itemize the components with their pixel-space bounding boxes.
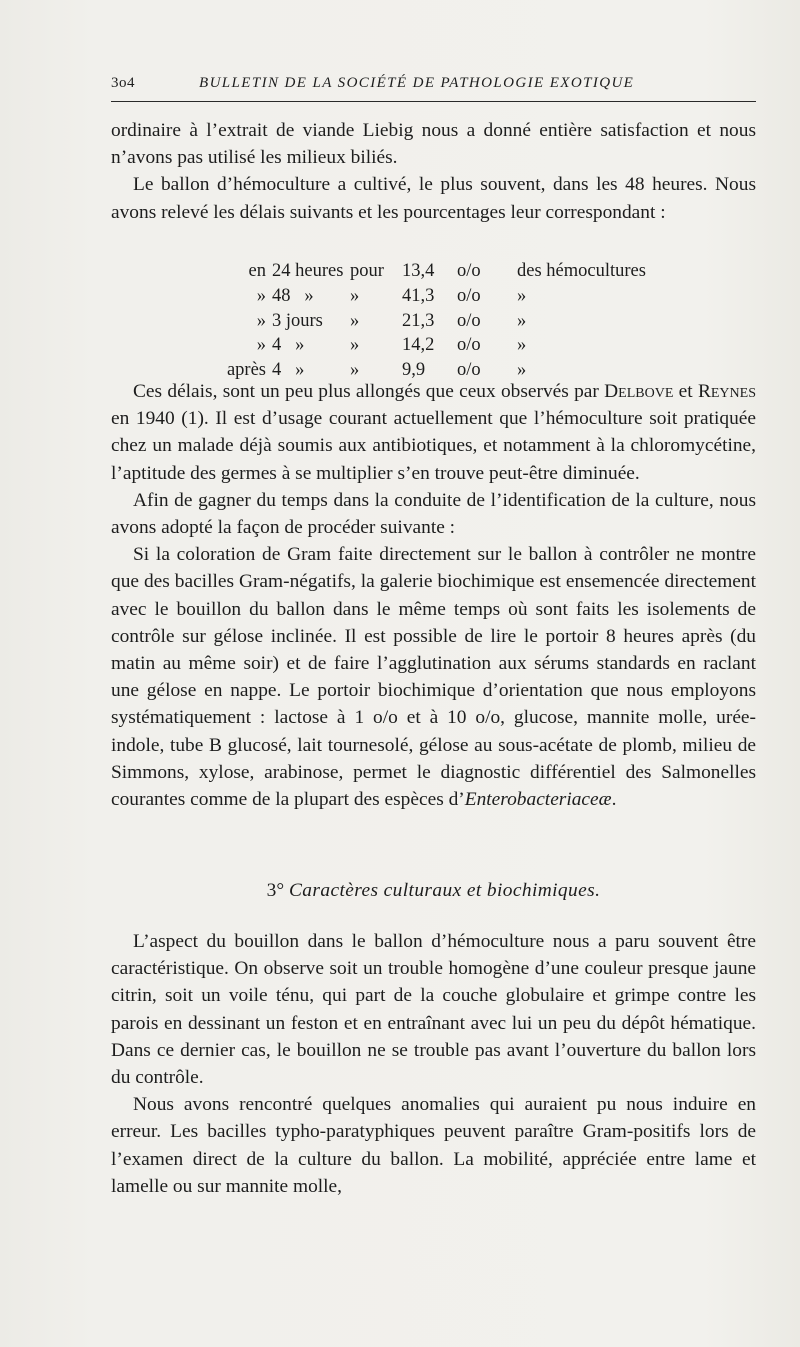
table-row — [200, 284, 677, 309]
table-cell-pour: pour — [350, 261, 384, 281]
table-cell-prefix: » — [256, 285, 266, 306]
paragraph: Si la coloration de Gram faite directement sur le ballon à contrôler ne montre que des bacilles Gram-négatifs, la galerie biochimique est ensemencée directement avec le bouillon du ballon dans le même temps où sont faits les isolements de contrôle sur gélose inclinée. Il est possible de lire le portoir 8 heures après (du matin au même soir) et de faire l’agglutination aux sérums standards en raclant une gélose en nappe. Le portoir biochimique d’orientation que nous employons systématiquement : lactose à 1 o/o et à 10 o/o, glucose, mannite molle, urée-indole, tube B glucosé, lait tournesolé, gélose au sous-acétate de plomb, milieu de Simmons, xylose, arabinose, permet le diagnostic différentiel des Salmonelles courantes comme de la plupart des espèces d’Enterobacteriaceæ. — [111, 544, 756, 811]
table-cell-unit: o/o — [457, 310, 481, 331]
table-cell-delay: 4 » — [272, 360, 305, 381]
table-cell-pour: » — [350, 335, 360, 356]
table-cell-suffix: » — [517, 360, 527, 381]
table-cell-prefix: » — [256, 310, 266, 331]
table-cell-suffix: des hémocultures — [517, 261, 646, 281]
taxon-name: Enterobacteriaceæ — [464, 789, 612, 811]
paragraph: L’aspect du bouillon dans le ballon d’hémoculture nous a paru souvent être caractéristique. On observe soit un trouble homogène d’une couleur presque jaune citrin, soit un voile ténu, qui part de la couche globulaire et grimpe contre les parois en dessinant un feston et en entraînant avec lui un peu du dépôt hématique. Dans ce dernier cas, le bouillon ne se trouble pas avant l’ouverture du ballon lors du contrôle. — [111, 931, 756, 1089]
table-cell-delay: 48 » — [272, 285, 314, 306]
text-block-bottom — [111, 928, 756, 1200]
author-name: Reynes — [697, 381, 756, 402]
table-cell-value: 41,3 — [402, 285, 435, 306]
table-cell-prefix: après — [226, 360, 266, 381]
table-cell-unit: o/o — [457, 360, 481, 381]
table-cell-value: 21,3 — [402, 310, 435, 331]
table-cell-suffix: » — [517, 335, 527, 356]
text-block-middle — [111, 378, 756, 813]
paragraph: ordinaire à l’extrait de viande Liebig nous a donné entière satisfaction et nous n’avons pas utilisé les milieux biliés. — [111, 120, 756, 169]
table-row — [200, 259, 677, 284]
table-row — [200, 333, 677, 358]
table-cell-delay: 4 » — [272, 335, 305, 356]
paragraph: Afin de gagner du temps dans la conduite de l’identification de la culture, nous avons adopté la façon de procéder suivante : — [111, 489, 756, 539]
table-cell-value: 9,9 — [402, 360, 426, 381]
delays-table — [200, 259, 677, 383]
table-row — [200, 309, 677, 334]
table-cell-pour: » — [350, 360, 360, 381]
section-heading — [111, 880, 756, 902]
table-cell-unit: o/o — [457, 261, 481, 281]
paragraph: Le ballon d’hémoculture a cultivé, le plus souvent, dans les 48 heures. Nous avons relevé les délais suivants et les pourcentages leur correspondant : — [111, 174, 756, 223]
journal-title: BULLETIN DE LA SOCIÉTÉ DE PATHOLOGIE EXOTIQUE — [199, 75, 635, 91]
table-cell-unit: o/o — [457, 285, 481, 306]
page-number: 3o4 — [111, 75, 135, 91]
section-title: Caractères culturaux et biochimiques. — [288, 880, 601, 901]
running-header — [111, 73, 756, 102]
table-cell-value: 13,4 — [402, 261, 435, 281]
text-block-top — [111, 117, 756, 226]
section-number: 3° — [266, 880, 285, 901]
author-name: Delbove — [604, 381, 674, 402]
paragraph: Nous avons rencontré quelques anomalies qui auraient pu nous induire en erreur. Les bacilles typho-paratyphiques peuvent paraître Gram-positifs lors de l’examen direct de la culture du ballon. La mobilité, appréciée entre lame et lamelle ou sur mannite molle, — [111, 1094, 756, 1197]
table-cell-prefix: » — [256, 335, 266, 356]
table-cell-prefix: en — [248, 261, 266, 281]
table-cell-suffix: » — [517, 285, 527, 306]
table-cell-value: 14,2 — [402, 335, 435, 356]
table-cell-delay: 3 jours — [272, 310, 323, 331]
table-cell-delay: 24 heures — [272, 261, 344, 281]
table-cell-unit: o/o — [457, 335, 481, 356]
paragraph: Ces délais, sont un peu plus allongés que ceux observés par Delbove et Reynes en 1940 (1). Il est d’usage courant actuellement que l’hémoculture soit pratiquée chez un malade déjà soumis aux antibiotiques, et notamment à la chloromycétine, l’aptitude des germes à se multiplier s’en trouve peut-être diminuée. — [111, 381, 756, 484]
table-cell-suffix: » — [517, 310, 527, 331]
table-cell-pour: » — [350, 310, 360, 331]
table-cell-pour: » — [350, 285, 360, 306]
